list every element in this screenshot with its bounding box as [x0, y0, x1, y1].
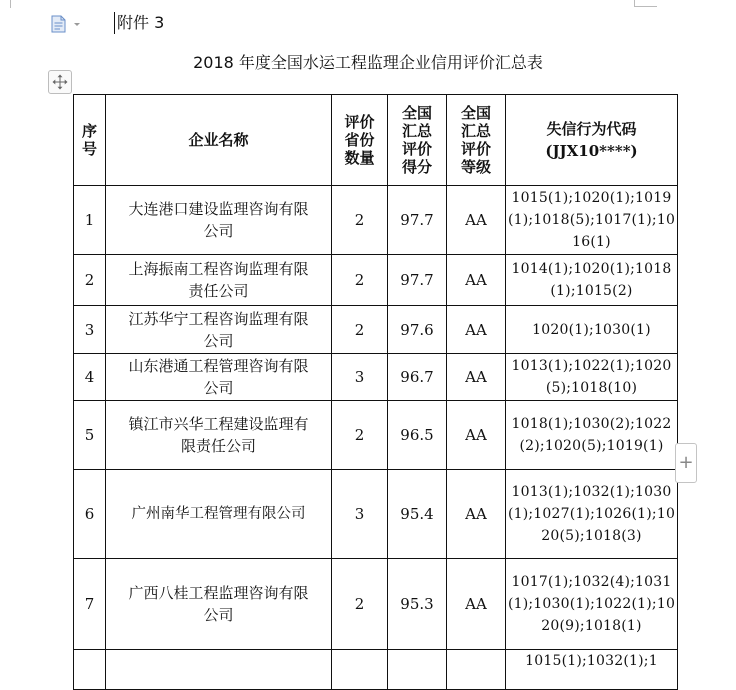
row-company-name: 镇江市兴华工程建设监理有限责任公司	[106, 401, 332, 470]
row-grade: AA	[447, 306, 506, 354]
row-grade	[447, 650, 506, 690]
row-grade: AA	[447, 354, 506, 401]
add-column-button[interactable]	[675, 443, 697, 483]
row-score: 95.4	[388, 470, 447, 559]
row-seq: 7	[74, 559, 106, 650]
row-seq: 3	[74, 306, 106, 354]
attachment-label: 附件 3	[114, 12, 164, 34]
row-province-count	[332, 650, 388, 690]
row-dishonest-code: 1017(1);1032(4);1031(1);1030(1);1022(1);1020(9);1018(1)	[506, 559, 678, 650]
row-province-count: 2	[332, 401, 388, 470]
header-seq: 序号	[74, 95, 106, 186]
page-title: 2018 年度全国水运工程监理企业信用评价汇总表	[193, 53, 543, 72]
header-national-grade: 全国汇总评价等级	[447, 95, 506, 186]
table-row	[74, 186, 678, 255]
row-seq: 4	[74, 354, 106, 401]
header-code-title: 失信行为代码	[546, 120, 637, 138]
row-province-count: 3	[332, 354, 388, 401]
table-row-partial	[74, 650, 678, 690]
row-province-count: 2	[332, 559, 388, 650]
row-score	[388, 650, 447, 690]
table-row	[74, 255, 678, 306]
row-score: 97.7	[388, 255, 447, 306]
row-score: 95.3	[388, 559, 447, 650]
row-company-name: 大连港口建设监理咨询有限公司	[106, 186, 332, 255]
table-move-handle-icon[interactable]	[48, 70, 72, 94]
row-grade: AA	[447, 401, 506, 470]
row-score: 97.7	[388, 186, 447, 255]
table-row	[74, 559, 678, 650]
row-company-name: 广西八桂工程监理咨询有限公司	[106, 559, 332, 650]
row-dishonest-code: 1014(1);1020(1);1018(1);1015(2)	[506, 255, 678, 306]
header-company-name: 企业名称	[106, 95, 332, 186]
row-company-name: 上海振南工程咨询监理有限责任公司	[106, 255, 332, 306]
row-dishonest-code: 1015(1);1032(1);1	[506, 650, 678, 690]
row-company-name	[106, 650, 332, 690]
row-score: 96.7	[388, 354, 447, 401]
row-grade: AA	[447, 559, 506, 650]
page-corner-mark-left	[2, 0, 11, 8]
table-row	[74, 401, 678, 470]
table-row	[74, 354, 678, 401]
row-dishonest-code: 1020(1);1030(1)	[506, 306, 678, 354]
row-score: 97.6	[388, 306, 447, 354]
row-dishonest-code: 1018(1);1030(2);1022(2);1020(5);1019(1)	[506, 401, 678, 470]
document-menu-icon[interactable]	[49, 14, 85, 34]
row-grade: AA	[447, 255, 506, 306]
row-dishonest-code: 1013(1);1032(1);1030(1);1027(1);1026(1);1020(5);1018(3)	[506, 470, 678, 559]
table-row	[74, 470, 678, 559]
credit-summary-table	[73, 94, 678, 690]
row-seq	[74, 650, 106, 690]
row-company-name: 山东港通工程管理咨询有限公司	[106, 354, 332, 401]
page-corner-mark-right	[634, 0, 657, 7]
row-company-name: 江苏华宁工程咨询监理有限公司	[106, 306, 332, 354]
table-header-row	[74, 95, 678, 186]
row-province-count: 2	[332, 186, 388, 255]
plus-icon: +	[678, 452, 694, 473]
row-company-name: 广州南华工程管理有限公司	[106, 470, 332, 559]
row-seq: 2	[74, 255, 106, 306]
header-province-count: 评价省份数量	[332, 95, 388, 186]
header-national-score: 全国汇总评价得分	[388, 95, 447, 186]
row-score: 96.5	[388, 401, 447, 470]
row-province-count: 2	[332, 306, 388, 354]
row-grade: AA	[447, 186, 506, 255]
row-dishonest-code: 1015(1);1020(1);1019(1);1018(5);1017(1);1016(1)	[506, 186, 678, 255]
row-dishonest-code: 1013(1);1022(1);1020(5);1018(10)	[506, 354, 678, 401]
header-dishonest-code	[506, 95, 678, 186]
row-province-count: 3	[332, 470, 388, 559]
row-seq: 1	[74, 186, 106, 255]
row-seq: 6	[74, 470, 106, 559]
table-row	[74, 306, 678, 354]
header-code-sub: (JJX10****)	[545, 142, 638, 160]
row-seq: 5	[74, 401, 106, 470]
row-province-count: 2	[332, 255, 388, 306]
row-grade: AA	[447, 470, 506, 559]
